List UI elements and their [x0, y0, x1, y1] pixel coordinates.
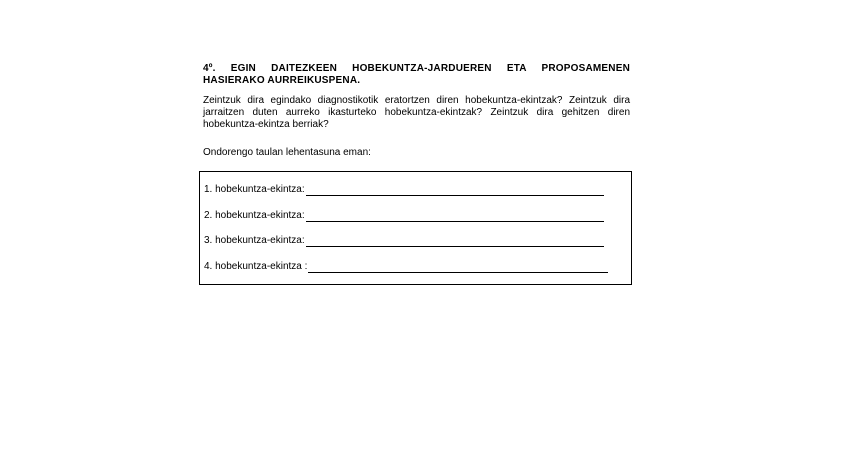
action-row — [204, 261, 608, 273]
action-row — [204, 235, 604, 247]
instruction-text: Ondorengo taulan lehentasuna eman: — [203, 147, 371, 158]
action-fill-line[interactable] — [306, 211, 604, 222]
action-row — [204, 210, 604, 222]
action-fill-line[interactable] — [308, 262, 608, 273]
action-row — [204, 184, 604, 196]
priority-table-box — [199, 171, 632, 285]
action-label: 2. hobekuntza-ekintza: — [204, 210, 305, 221]
intro-paragraph: Zeintzuk dira egindako diagnostikotik eratortzen diren hobekuntza-ekintzak? Zeintzuk dira jarraitzen duten aurreko ikasturteko hobekuntza-ekintzak? Zeintzuk dira gehitzen diren hobekuntza-ekintza berriak? — [203, 95, 630, 130]
action-fill-line[interactable] — [306, 236, 604, 247]
action-fill-line[interactable] — [306, 185, 604, 196]
action-label: 3. hobekuntza-ekintza: — [204, 235, 305, 246]
action-label: 4. hobekuntza-ekintza : — [204, 261, 308, 272]
section-heading: 4º. EGIN DAITEZKEEN HOBEKUNTZA-JARDUEREN ETA PROPOSAMENEN HASIERAKO AURREIKUSPENA. — [203, 63, 630, 86]
action-label: 1. hobekuntza-ekintza: — [204, 184, 305, 195]
